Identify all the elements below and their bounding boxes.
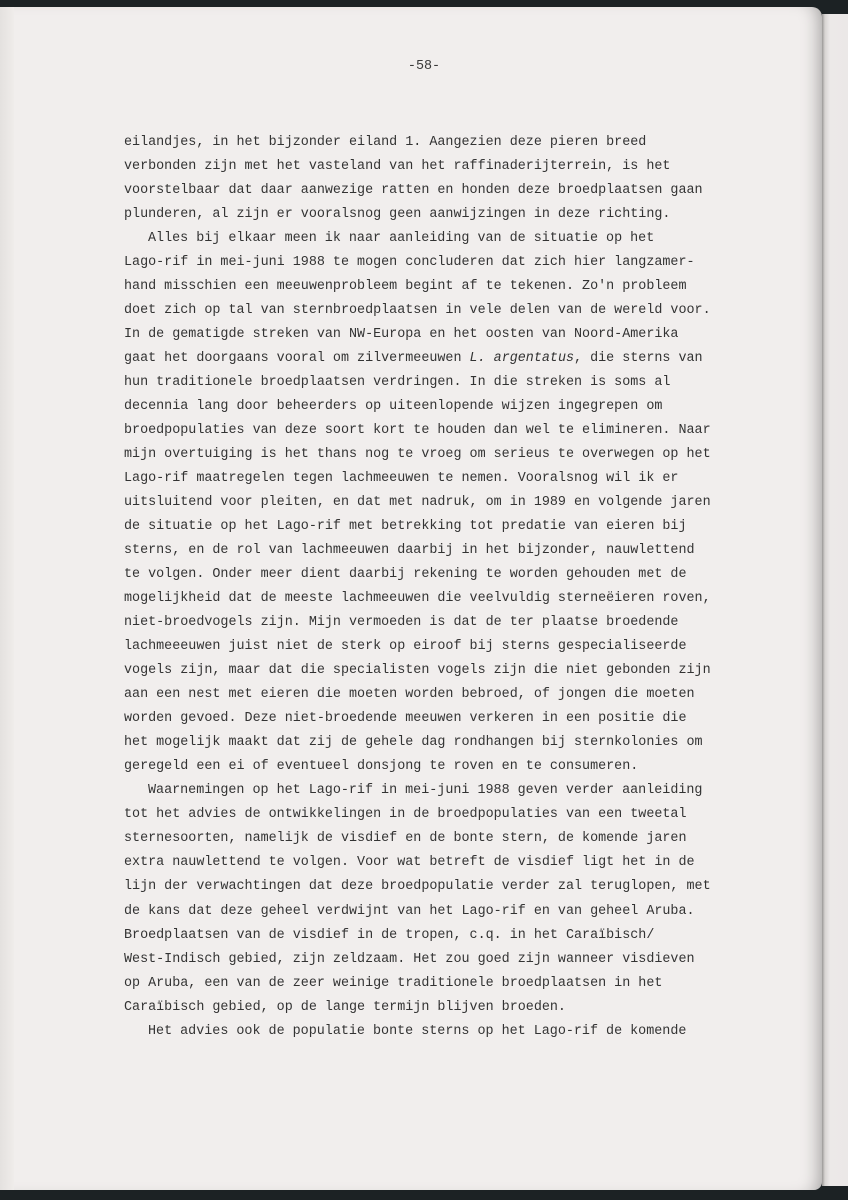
page-gutter [0,7,14,1190]
text-line: Waarnemingen op het Lago-rif in mei-juni 1988 geven verder aanleiding [148,783,703,799]
text-line: worden gevoed. Deze niet-broedende meeuwen verkeren in een positie die [124,711,687,727]
text-line: West-Indisch gebied, zijn zeldzaam. Het zou goed zijn wanneer visdieven [124,951,695,967]
text-segment: gaat het doorgaans vooral om zilvermeeuwen [124,351,470,367]
text-line [124,347,764,371]
text-line: decennia lang door beheerders op uiteenlopende wijzen ingegrepen om [124,399,663,415]
text-line: broedpopulaties van deze soort kort te houden dan wel te elimineren. Naar [124,423,711,439]
species-name-italic: L. argentatus [469,351,575,367]
text-segment: , die sterns van [574,351,703,367]
text-line: Alles bij elkaar meen ik naar aanleiding van de situatie op het [148,231,655,247]
next-page-edge [822,14,848,1186]
text-line: extra nauwlettend te volgen. Voor wat betreft de visdief ligt het in de [124,855,695,871]
text-line: geregeld een ei of eventueel donsjong te roven en te consumeren. [124,759,639,775]
text-line: lijn der verwachtingen dat deze broedpopulatie verder zal teruglopen, met [124,879,711,895]
text-line: uitsluitend voor pleiten, en dat met nadruk, om in 1989 en volgende jaren [124,495,711,511]
text-line: tot het advies de ontwikkelingen in de broedpopulaties van een tweetal [124,807,687,823]
text-line: mijn overtuiging is het thans nog te vroeg om serieus te overwegen op het [124,447,711,463]
text-line: plunderen, al zijn er vooralsnog geen aanwijzingen in deze richting. [124,207,671,223]
text-line: sternesoorten, namelijk de visdief en de bonte stern, de komende jaren [124,831,687,847]
page-number: -58- [407,59,441,74]
text-line: doet zich op tal van sternbroedplaatsen in vele delen van de wereld voor. [124,303,711,319]
text-line: Lago-rif in mei-juni 1988 te mogen concluderen dat zich hier langzamer- [124,255,695,271]
text-line: sterns, en de rol van lachmeeuwen daarbij in het bijzonder, nauwlettend [124,543,695,559]
text-line: In de gematigde streken van NW-Europa en het oosten van Noord-Amerika [124,327,679,343]
text-line: te volgen. Onder meer dient daarbij rekening te worden gehouden met de [124,567,687,583]
text-line: lachmeeeuwen juist niet de sterk op eiroof bij sterns gespecialiseerde [124,639,687,655]
text-line: mogelijkheid dat de meeste lachmeeuwen die veelvuldig sterneëieren roven, [124,591,711,607]
text-line: Broedplaatsen van de visdief in de tropen, c.q. in het Caraïbisch/ [124,927,655,943]
text-line: het mogelijk maakt dat zij de gehele dag rondhangen bij sternkolonies om [124,735,703,751]
text-line: vogels zijn, maar dat die specialisten vogels zijn die niet gebonden zijn [124,663,711,679]
text-line: op Aruba, een van de zeer weinige traditionele broedplaatsen in het [124,975,663,991]
text-line: hun traditionele broedplaatsen verdringen. In die streken is soms al [124,375,671,391]
text-line: hand misschien een meeuwenprobleem begint af te tekenen. Zo'n probleem [124,279,687,295]
text-line: verbonden zijn met het vasteland van het raffinaderijterrein, is het [124,159,671,175]
text-line: aan een nest met eieren die moeten worden bebroed, of jongen die moeten [124,687,695,703]
text-line: Het advies ook de populatie bonte sterns op het Lago-rif de komende [148,1023,687,1039]
text-line: Lago-rif maatregelen tegen lachmeeuwen te nemen. Vooralsnog wil ik er [124,471,679,487]
text-line: eilandjes, in het bijzonder eiland 1. Aangezien deze pieren breed [124,135,647,150]
text-line: de kans dat deze geheel verdwijnt van het Lago-rif en van geheel Aruba. [124,903,695,919]
text-line: niet-broedvogels zijn. Mijn vermoeden is dat de ter plaatse broedende [124,615,679,631]
text-line: voorstelbaar dat daar aanwezige ratten en honden deze broedplaatsen gaan [124,183,703,199]
text-line: Caraïbisch gebied, op de lange termijn blijven broeden. [124,999,566,1015]
body-text [124,131,764,1044]
text-line: de situatie op het Lago-rif met betrekking tot predatie van eieren bij [124,519,687,535]
